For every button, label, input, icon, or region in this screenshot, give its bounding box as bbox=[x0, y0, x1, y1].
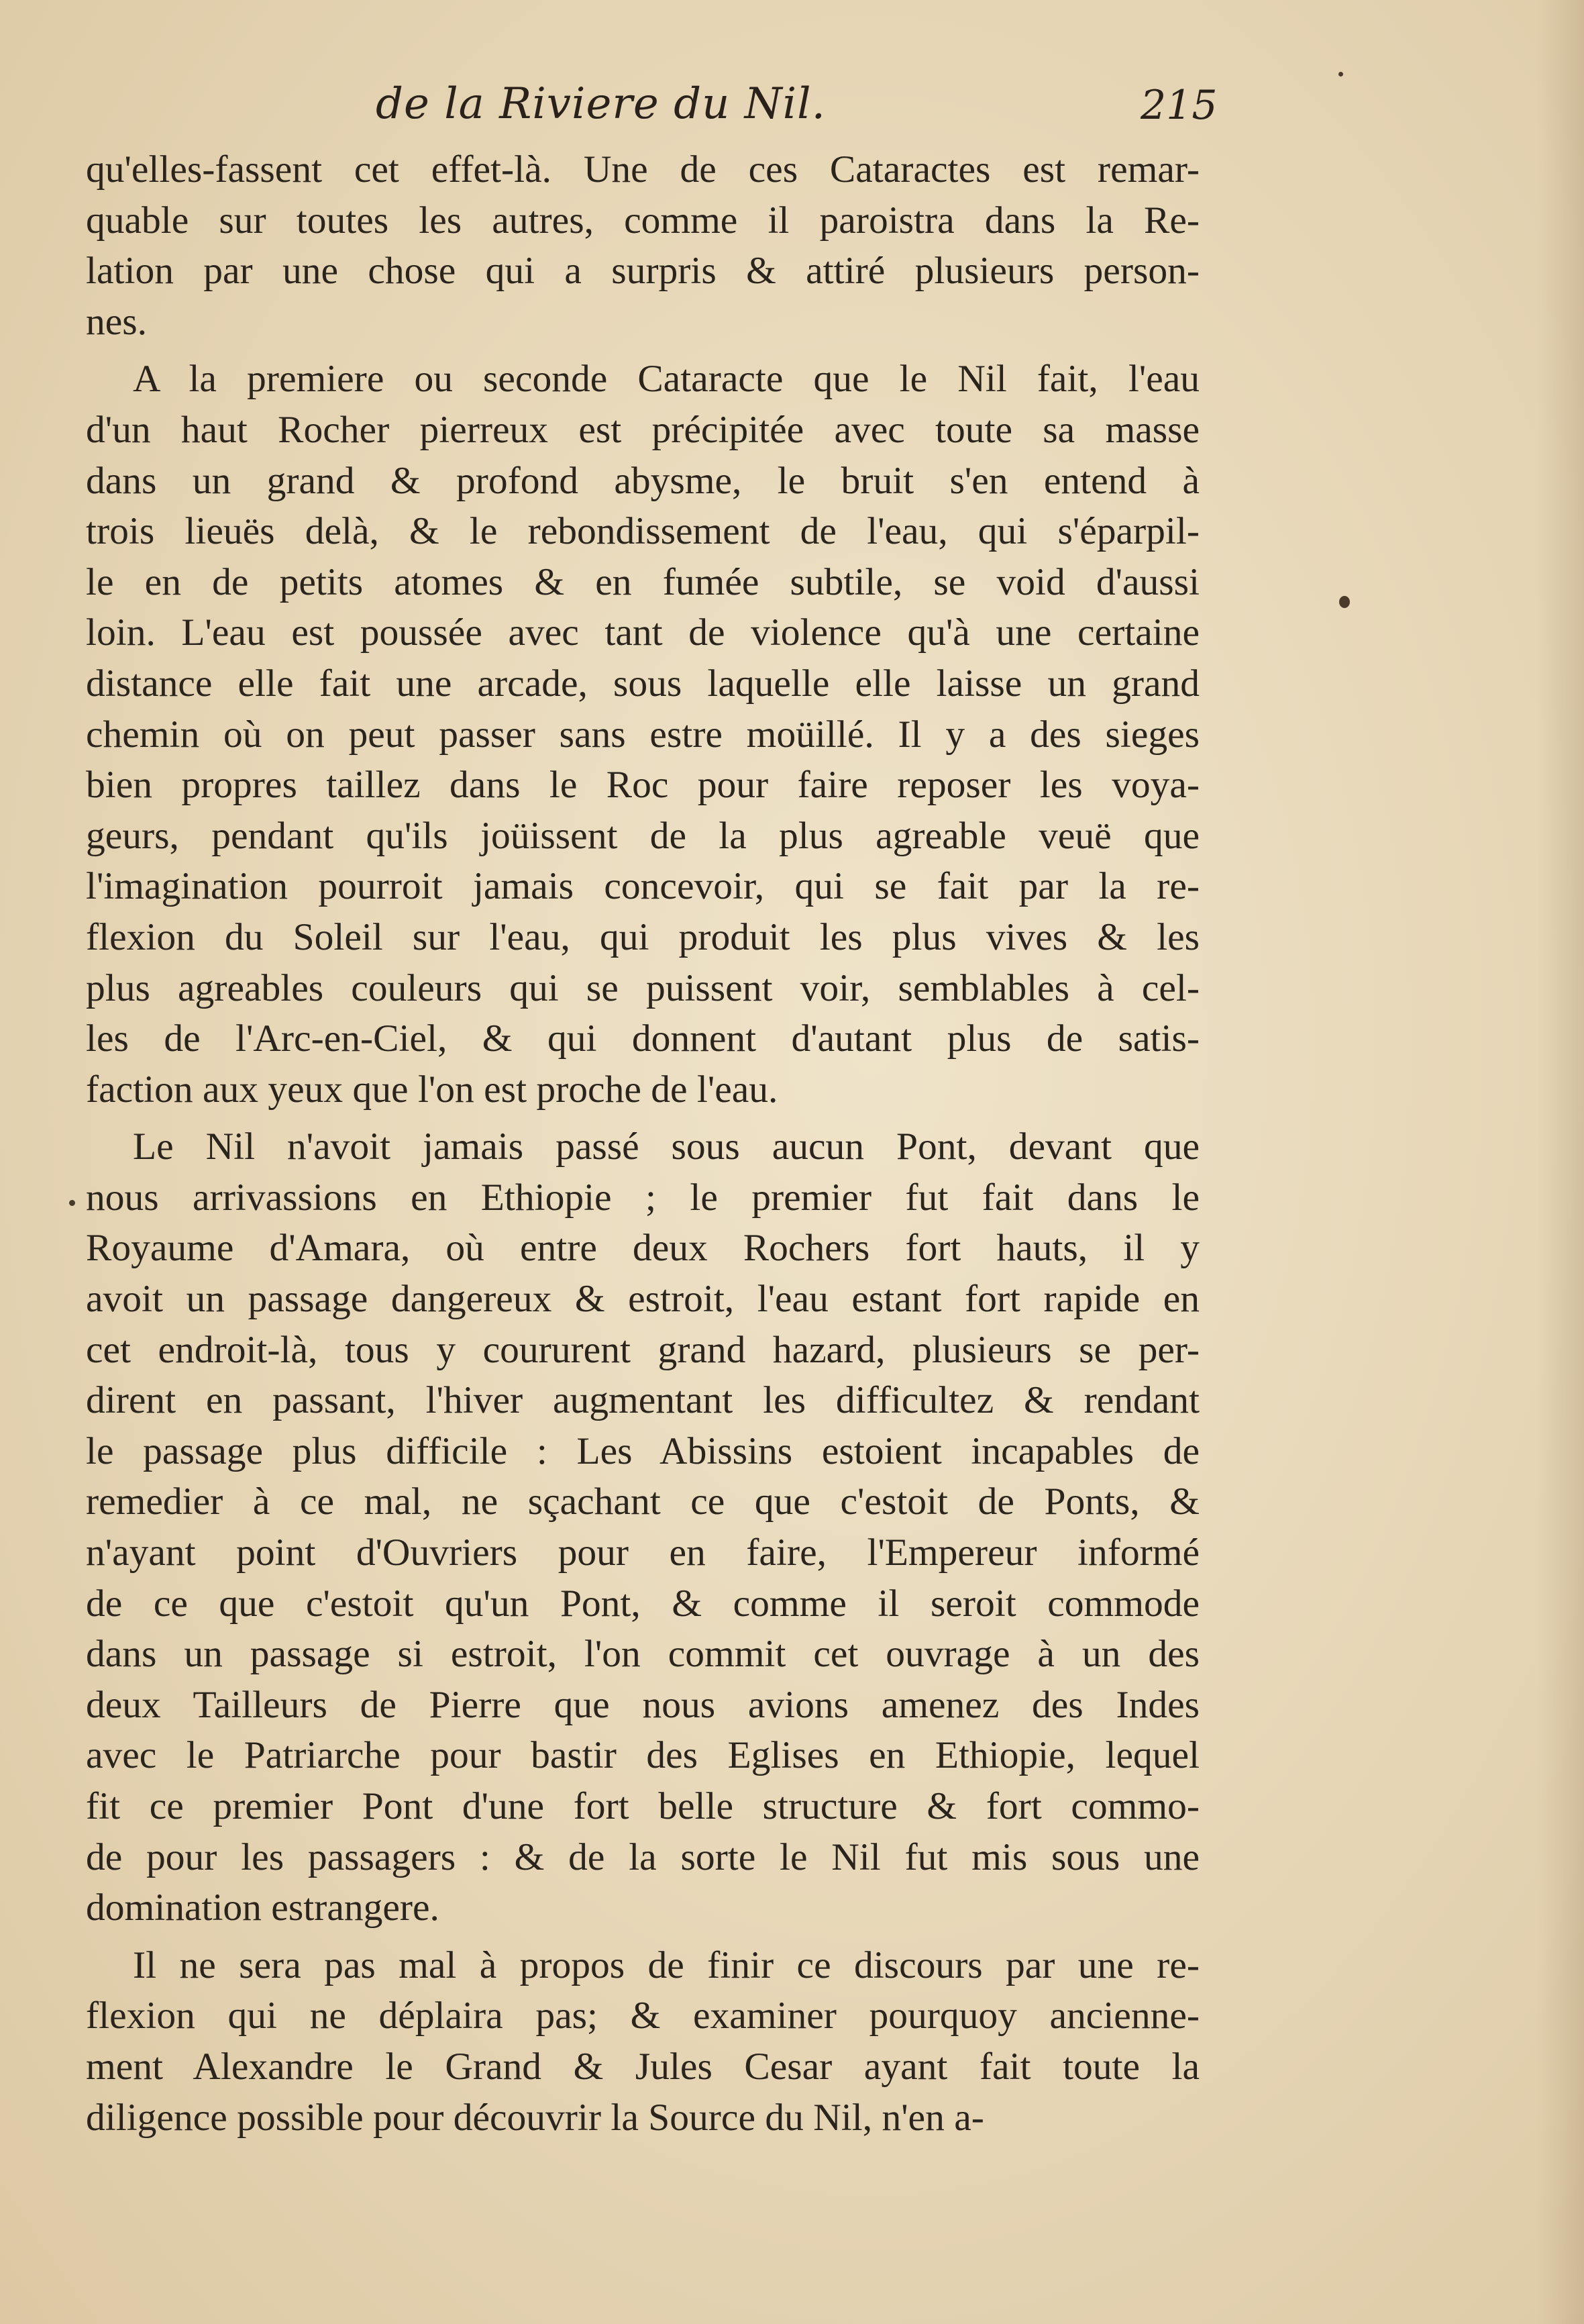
page-edge-shadow bbox=[1537, 0, 1584, 2324]
text-line: plus agreables couleurs qui se puissent voir, semblables à cel- bbox=[86, 966, 1200, 1009]
text-line: loin. L'eau est poussée avec tant de violence qu'à une certaine bbox=[86, 611, 1200, 654]
text-line: avec le Patriarche pour bastir des Eglises en Ethiopie, lequel bbox=[86, 1734, 1200, 1777]
paragraph bbox=[86, 1121, 1200, 1933]
text-line: quable sur toutes les autres, comme il paroistra dans la Re- bbox=[86, 199, 1200, 242]
text-line: avoit un passage dangereux & estroit, l'eau estant fort rapide en bbox=[86, 1278, 1200, 1321]
text-line: fit ce premier Pont d'une fort belle structure & fort commo- bbox=[86, 1785, 1200, 1827]
text-line: nous arrivassions en Ethiopie ; le premier fut fait dans le bbox=[86, 1176, 1200, 1219]
text-line: l'imagination pourroit jamais concevoir, qui se fait par la re- bbox=[86, 865, 1200, 908]
text-line: le passage plus difficile : Les Abissins estoient incapables de bbox=[86, 1429, 1200, 1472]
ink-spot bbox=[1338, 72, 1343, 77]
text-line: n'ayant point d'Ouvriers pour en faire, l'Empereur informé bbox=[86, 1531, 1200, 1574]
text-line: dans un passage si estroit, l'on commit cet ouvrage à un des bbox=[86, 1633, 1200, 1676]
text-line: distance elle fait une arcade, sous laquelle elle laisse un grand bbox=[86, 662, 1200, 705]
text-line: faction aux yeux que l'on est proche de l'eau. bbox=[86, 1068, 778, 1111]
text-line: d'un haut Rocher pierreux est précipitée avec toute sa masse bbox=[86, 408, 1200, 451]
running-head bbox=[0, 79, 1584, 153]
text-line: Il ne sera pas mal à propos de finir ce discours par une re- bbox=[133, 1943, 1200, 1986]
text-line: diligence possible pour découvrir la Source du Nil, n'en a- bbox=[86, 2096, 984, 2139]
text-line: flexion qui ne déplaira pas; & examiner pourquoy ancienne- bbox=[86, 1994, 1200, 2037]
page-number: 215 bbox=[1141, 82, 1218, 129]
paragraph-spacer bbox=[86, 1115, 1200, 1121]
ink-spot bbox=[1339, 596, 1350, 608]
body-text bbox=[86, 144, 1200, 2143]
text-line: domination estrangere. bbox=[86, 1886, 439, 1929]
text-line: dans un grand & profond abysme, le bruit s'en entend à bbox=[86, 459, 1200, 502]
text-line: le en de petits atomes & en fumée subtile, se void d'aussi bbox=[86, 560, 1200, 603]
text-line: Le Nil n'avoit jamais passé sous aucun Pont, devant que bbox=[133, 1125, 1200, 1168]
text-line: dirent en passant, l'hiver augmentant les difficultez & rendant bbox=[86, 1379, 1200, 1422]
paragraph bbox=[86, 354, 1200, 1115]
text-line: remedier à ce mal, ne sçachant ce que c'estoit de Ponts, & bbox=[86, 1480, 1200, 1523]
running-title: de la Riviere du Nil. bbox=[376, 79, 826, 129]
text-line: A la premiere ou seconde Cataracte que le Nil fait, l'eau bbox=[133, 358, 1200, 401]
text-line: geurs, pendant qu'ils joüissent de la plus agreable veuë que bbox=[86, 814, 1200, 857]
text-line: trois lieuës delà, & le rebondissement de l'eau, qui s'éparpil- bbox=[86, 510, 1200, 553]
text-line: deux Tailleurs de Pierre que nous avions amenez des Indes bbox=[86, 1683, 1200, 1726]
paragraph bbox=[86, 1940, 1200, 2143]
ink-spot bbox=[69, 1200, 75, 1206]
text-line: ment Alexandre le Grand & Jules Cesar ayant fait toute la bbox=[86, 2045, 1200, 2088]
text-line: de ce que c'estoit qu'un Pont, & comme il seroit commode bbox=[86, 1582, 1200, 1625]
text-line: flexion du Soleil sur l'eau, qui produit les plus vives & les bbox=[86, 915, 1200, 958]
text-line: Royaume d'Amara, où entre deux Rochers fort hauts, il y bbox=[86, 1227, 1200, 1270]
text-line: de pour les passagers : & de la sorte le Nil fut mis sous une bbox=[86, 1835, 1200, 1878]
text-line: nes. bbox=[86, 300, 148, 343]
paragraph bbox=[86, 144, 1200, 347]
paragraph-spacer bbox=[86, 1933, 1200, 1940]
text-line: chemin où on peut passer sans estre moüillé. Il y a des sieges bbox=[86, 713, 1200, 756]
text-line: lation par une chose qui a surpris & attiré plusieurs person- bbox=[86, 250, 1200, 293]
text-line: qu'elles-fassent cet effet-là. Une de ces Cataractes est remar- bbox=[86, 148, 1200, 191]
text-line: les de l'Arc-en-Ciel, & qui donnent d'autant plus de satis- bbox=[86, 1017, 1200, 1060]
paragraph-spacer bbox=[86, 347, 1200, 354]
text-line: bien propres taillez dans le Roc pour faire reposer les voya- bbox=[86, 764, 1200, 807]
text-line: cet endroit-là, tous y coururent grand hazard, plusieurs se per- bbox=[86, 1328, 1200, 1371]
